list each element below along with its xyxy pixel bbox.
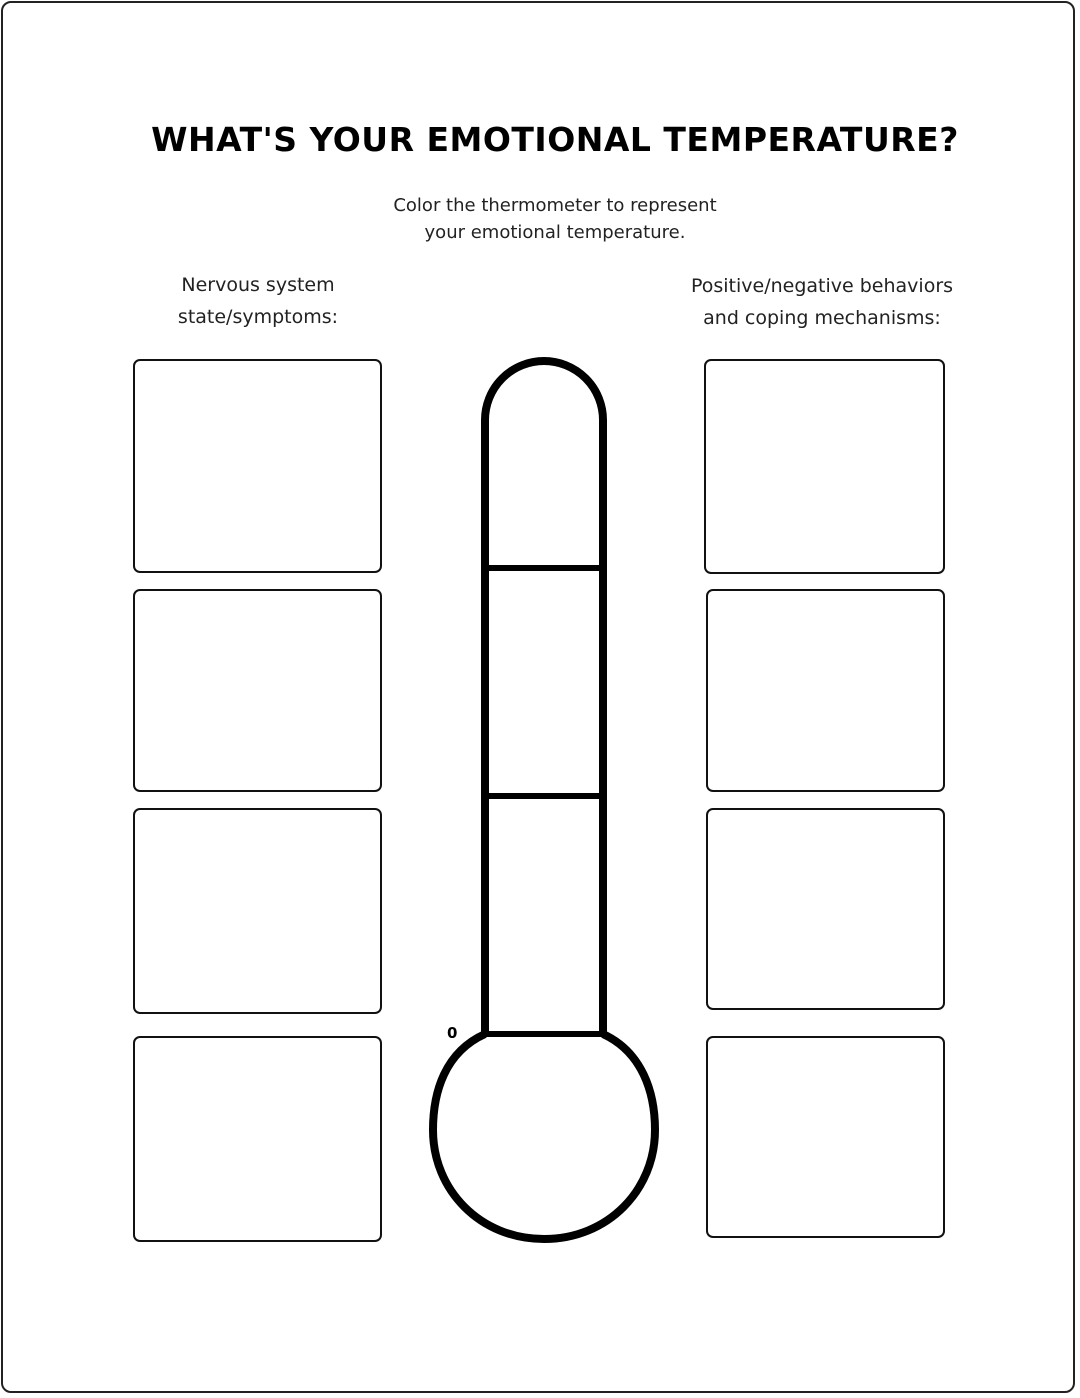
symptoms-box-2[interactable]	[133, 589, 382, 792]
thermometer-tube	[485, 361, 603, 1034]
symptoms-box-1[interactable]	[133, 359, 382, 573]
right-column-label: Positive/negative behaviors and coping mechanisms:	[690, 275, 954, 329]
behaviors-box-2[interactable]	[706, 589, 945, 792]
left-column-label: Nervous system state/symptoms:	[177, 274, 339, 328]
behaviors-box-4[interactable]	[706, 1036, 945, 1238]
behaviors-box-1[interactable]	[704, 359, 945, 574]
page-title: WHAT'S YOUR EMOTIONAL TEMPERATURE?	[151, 120, 959, 159]
thermometer	[420, 350, 670, 1250]
thermometer-bulb	[433, 1034, 655, 1239]
thermometer-zero-label: 0	[447, 1024, 458, 1042]
instructions-text: Color the thermometer to represent your emotional temperature.	[393, 195, 717, 243]
symptoms-box-3[interactable]	[133, 808, 382, 1014]
behaviors-box-3[interactable]	[706, 808, 945, 1010]
symptoms-box-4[interactable]	[133, 1036, 382, 1242]
